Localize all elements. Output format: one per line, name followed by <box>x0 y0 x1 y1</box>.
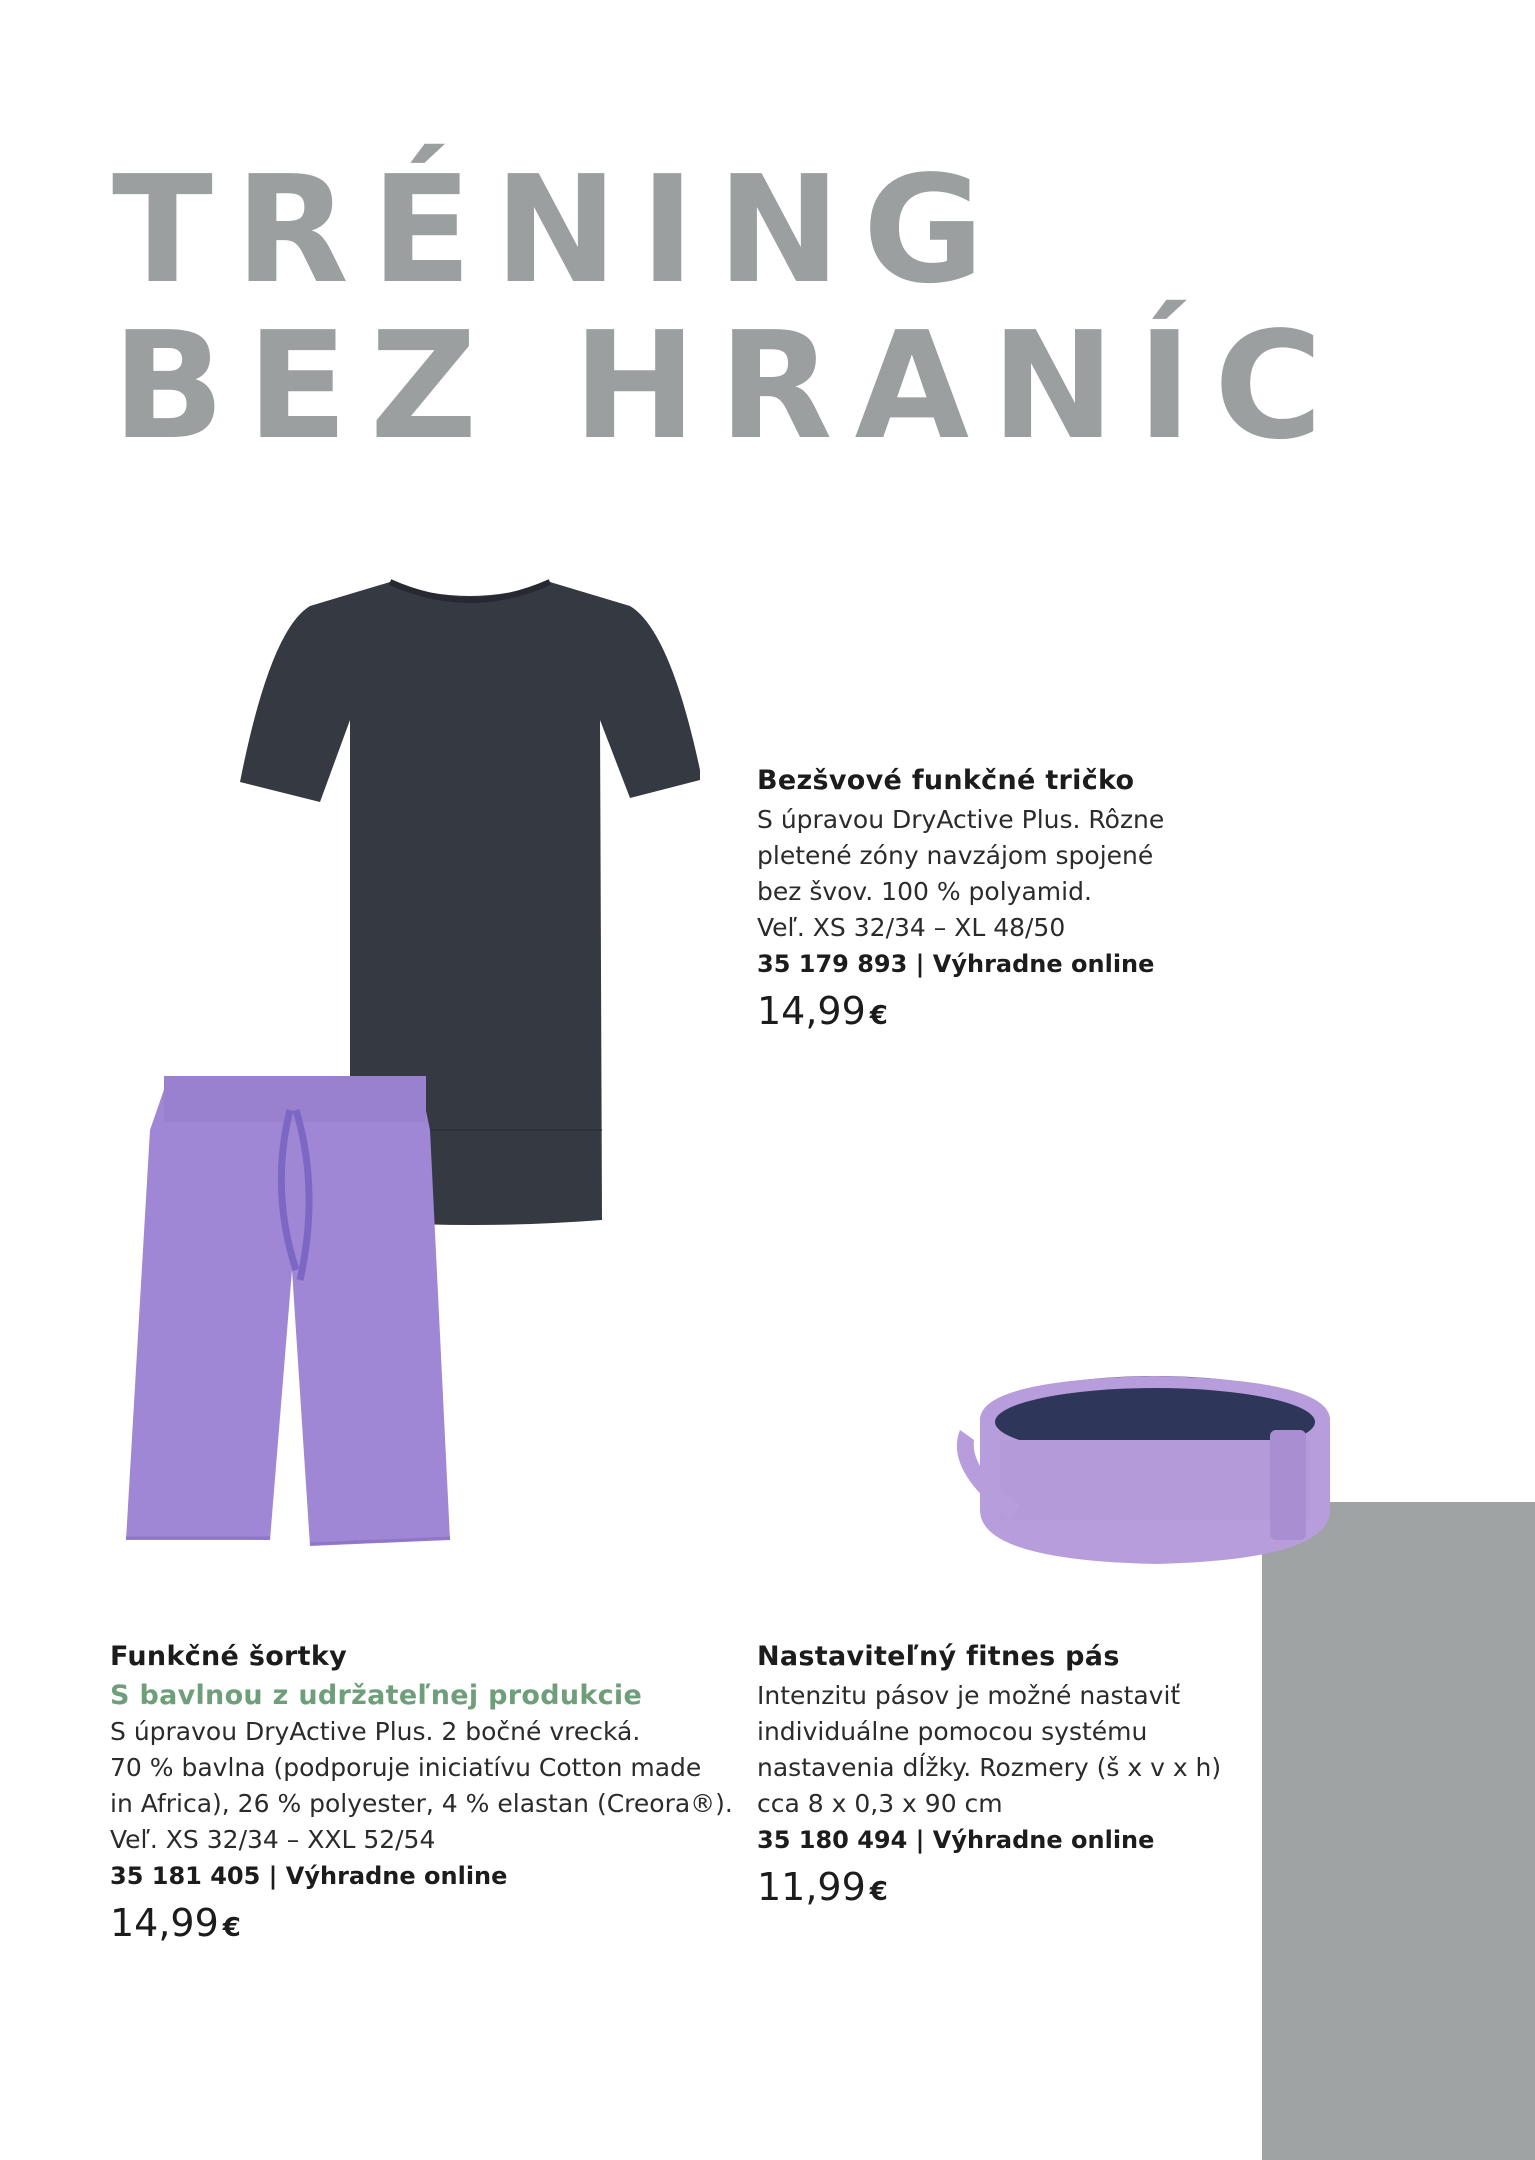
product-description-line: bez švov. 100 % polyamid. <box>757 877 1092 906</box>
product-description-line: 70 % bavlna (podporuje iniciatívu Cotton made <box>110 1753 702 1782</box>
decorative-gray-block <box>1262 1502 1535 2160</box>
product-shorts <box>110 1640 750 1953</box>
page-headline <box>112 144 1345 472</box>
headline-line-2: BEZ HRANÍC <box>112 300 1345 472</box>
product-price <box>110 1898 750 1953</box>
price-value: 11,99 <box>757 1865 866 1909</box>
product-code: 35 180 494 | Výhradne online <box>757 1826 1155 1854</box>
product-description-line: S úpravou DryActive Plus. Rôzne <box>757 805 1165 834</box>
shorts-image <box>120 1070 460 1550</box>
headline-line-1: TRÉNING <box>112 144 1007 316</box>
product-price <box>757 1862 1257 1917</box>
product-price <box>757 986 1257 1041</box>
product-subtitle: S bavlnou z udržateľnej produkcie <box>110 1680 643 1711</box>
product-description-line: nastavenia dĺžky. Rozmery (š x v x h) <box>757 1753 1222 1782</box>
product-dimensions: cca 8 x 0,3 x 90 cm <box>757 1789 1003 1818</box>
product-description-line: S úpravou DryActive Plus. 2 bočné vrecká. <box>110 1717 641 1746</box>
product-name: Nastaviteľný fitnes pás <box>757 1641 1120 1672</box>
product-name: Bezšvové funkčné tričko <box>757 765 1135 796</box>
product-fitness-band <box>757 1640 1257 1917</box>
product-size: Veľ. XS 32/34 – XXL 52/54 <box>110 1825 436 1854</box>
price-value: 14,99 <box>757 989 866 1033</box>
fitness-band-image <box>940 1360 1340 1590</box>
price-value: 14,99 <box>110 1901 219 1945</box>
product-description-line: individuálne pomocou systému <box>757 1717 1148 1746</box>
product-description-line: pletené zóny navzájom spojené <box>757 841 1154 870</box>
price-currency: € <box>869 1001 888 1031</box>
price-currency: € <box>869 1877 888 1907</box>
product-description-line: in Africa), 26 % polyester, 4 % elastan (Creora®). <box>110 1789 733 1818</box>
product-tshirt <box>757 764 1257 1041</box>
product-code: 35 179 893 | Výhradne online <box>757 950 1155 978</box>
product-code: 35 181 405 | Výhradne online <box>110 1862 508 1890</box>
product-size: Veľ. XS 32/34 – XL 48/50 <box>757 913 1066 942</box>
price-currency: € <box>222 1913 241 1943</box>
product-name: Funkčné šortky <box>110 1641 348 1672</box>
product-description-line: Intenzitu pásov je možné nastaviť <box>757 1681 1181 1710</box>
